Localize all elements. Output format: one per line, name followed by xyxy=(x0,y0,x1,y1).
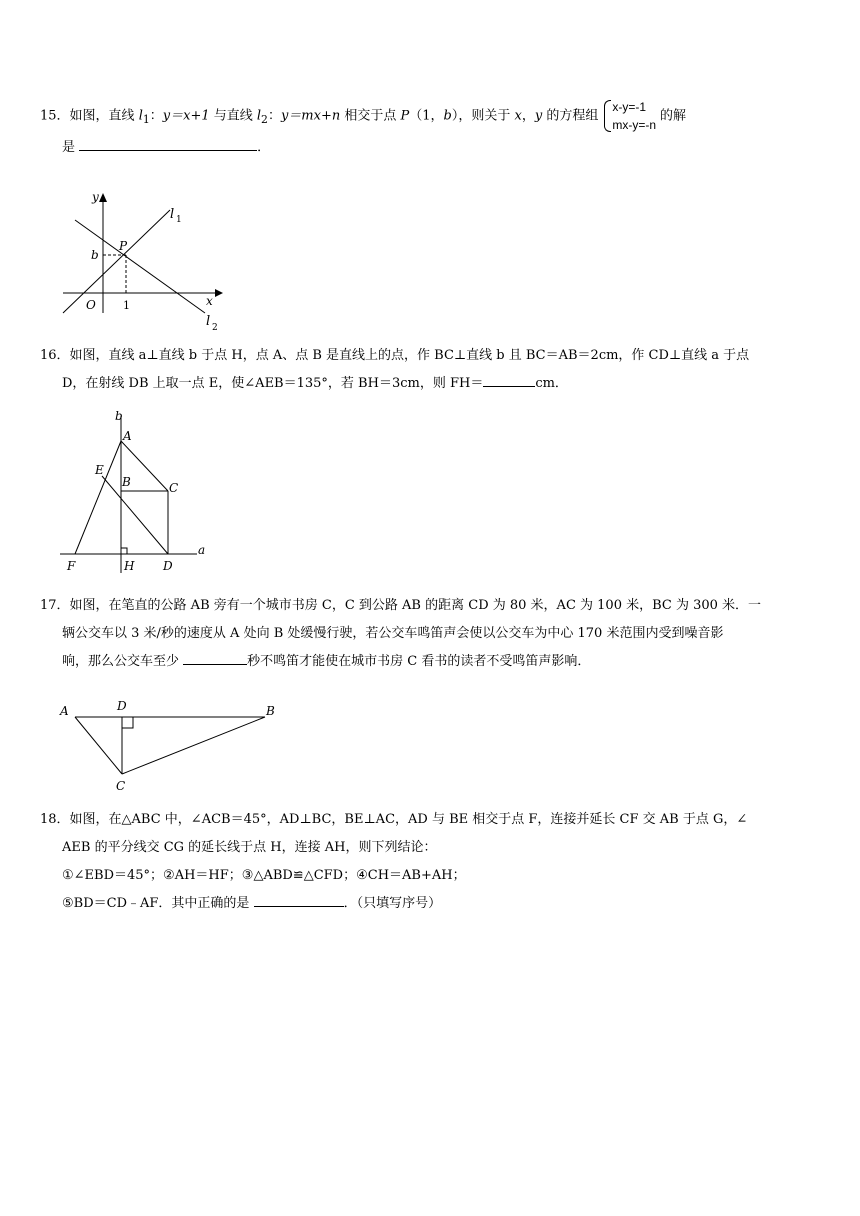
label-y: y xyxy=(92,190,99,204)
y-axis-arrow xyxy=(99,193,107,202)
q15-line-2 xyxy=(40,134,830,162)
label-p: P xyxy=(119,239,128,253)
answer-blank-18[interactable] xyxy=(254,892,344,907)
q15-l2: l xyxy=(256,108,262,124)
q15-text: 是 xyxy=(62,140,76,156)
q18-line-3 xyxy=(40,862,830,890)
q17-text: 辆公交车以 3 米/秒的速度从 A 处向 B 处缓慢行驶，若公交车鸣笛声会使以公交车为中心 170 米范围内受到噪音影 xyxy=(62,626,724,641)
q18-text: AEB 的平分线交 CG 的延长线于点 H，连接 AH，则下列结论： xyxy=(62,840,437,855)
q16-line-1 xyxy=(40,342,830,370)
label-a: a xyxy=(198,543,206,557)
q18-line-1 xyxy=(40,806,830,834)
q15-text: ， xyxy=(521,108,535,124)
label-b: B xyxy=(266,704,275,718)
label-a-point: A xyxy=(123,429,132,443)
q17-line-1 xyxy=(40,592,830,620)
q17-number: 17． xyxy=(40,598,70,613)
label-c: C xyxy=(116,779,126,793)
label-f: F xyxy=(67,559,76,573)
label-l1: l xyxy=(170,207,175,222)
q18-line-4 xyxy=(40,890,830,918)
q18-line-2 xyxy=(40,834,830,862)
label-a: A xyxy=(60,704,69,718)
question-16 xyxy=(40,342,830,398)
q15-l2-sub: 2 xyxy=(261,113,268,127)
equation-system xyxy=(602,98,656,134)
q15-b: b xyxy=(443,108,452,124)
segment-ed xyxy=(102,476,168,554)
q17-line-2 xyxy=(40,620,830,648)
q17-text: 秒不鸣笛才能使在城市书房 C 看书的读者不受鸣笛声影响． xyxy=(247,654,591,669)
question-17 xyxy=(40,592,830,676)
q15-l1: l xyxy=(138,108,143,124)
equation-2: mx-y=-n xyxy=(612,118,657,132)
label-o: O xyxy=(86,298,96,312)
label-l2: l xyxy=(206,314,211,329)
q18-text: ．（只填写序号） xyxy=(343,896,442,911)
q16-line-2 xyxy=(40,370,830,398)
q17-line-3 xyxy=(40,648,830,676)
q18-text: 如图，在△ABC 中，∠ACB＝45°，AD⊥BC，BE⊥AC，AD 与 BE 相交于点 F，连接并延长 CF 交 AB 于点 G，∠ xyxy=(69,812,748,827)
x-axis-arrow xyxy=(215,289,223,297)
q16-number: 16． xyxy=(40,348,70,363)
label-b-point: B xyxy=(122,475,131,489)
segment-bc xyxy=(122,717,265,774)
segment-ac xyxy=(75,717,122,774)
q18-number: 18． xyxy=(40,812,70,827)
label-h: H xyxy=(124,559,135,573)
answer-blank-15[interactable] xyxy=(79,136,257,151)
label-d: D xyxy=(163,559,173,573)
q15-number: 15． xyxy=(40,108,70,124)
q15-text: 的解 xyxy=(660,108,687,124)
equation-1: x-y=-1 xyxy=(612,100,647,114)
figure-17 xyxy=(55,696,295,796)
q15-text: ： xyxy=(149,108,163,124)
q17-text: 响，那么公交车至少 xyxy=(62,654,180,669)
figure-16 xyxy=(55,408,215,578)
answer-blank-17[interactable] xyxy=(183,650,247,665)
q15-eq2: y＝mx+n xyxy=(280,108,341,124)
q17-text: 如图，在笔直的公路 AB 旁有一个城市书房 C，C 到公路 AB 的距离 CD 为 80 米，AC 为 100 米，BC 为 300 米．一 xyxy=(69,598,762,613)
question-18 xyxy=(40,806,830,918)
q18-conclusions: ①∠EBD＝45°；②AH＝HF；③△ABD≌△CFD；④CH＝AB+AH； xyxy=(62,868,466,883)
q15-text: ． xyxy=(257,140,271,156)
question-15 xyxy=(40,98,830,162)
q15-text: ： xyxy=(267,108,281,124)
q16-text: cm． xyxy=(535,376,568,391)
q15-text: （1， xyxy=(409,108,444,124)
q15-text: ），则关于 xyxy=(451,108,515,124)
q15-line-1 xyxy=(40,98,830,134)
figure-15 xyxy=(55,188,230,333)
line-l1 xyxy=(63,210,170,313)
q15-text: 的方程组 xyxy=(542,108,599,124)
label-b: b xyxy=(91,248,99,262)
q15-text: 如图，直线 xyxy=(69,108,139,124)
label-b: b xyxy=(115,409,123,423)
label-1: 1 xyxy=(123,299,130,312)
label-d: D xyxy=(117,699,127,713)
segment-af xyxy=(75,441,121,554)
right-angle-d xyxy=(122,717,133,728)
answer-blank-16[interactable] xyxy=(483,372,535,387)
right-angle-h xyxy=(121,548,127,554)
q16-text: D，在射线 DB 上取一点 E，使∠AEB＝135°，若 BH＝3cm，则 FH＝ xyxy=(62,376,484,391)
q15-eq1: y＝x+1 xyxy=(162,108,210,124)
q15-y: y xyxy=(534,108,543,124)
q15-text: 相交于点 xyxy=(340,108,401,124)
q15-x: x xyxy=(514,108,522,124)
q18-text: ⑤BD＝CD﹣AF．其中正确的是 xyxy=(62,896,250,911)
q16-text: 如图，直线 a⊥直线 b 于点 H，点 A、点 B 是直线上的点，作 BC⊥直线 b 且 BC＝AB＝2cm，作 CD⊥直线 a 于点 xyxy=(69,348,750,363)
label-l1-sub: 1 xyxy=(176,215,182,225)
label-x: x xyxy=(206,294,213,308)
q15-point-p: P xyxy=(400,108,410,124)
q15-text: 与直线 xyxy=(209,108,257,124)
label-c: C xyxy=(169,481,179,495)
label-l2-sub: 2 xyxy=(212,323,218,333)
q15-l1-sub: 1 xyxy=(142,113,150,127)
label-e: E xyxy=(95,463,104,477)
